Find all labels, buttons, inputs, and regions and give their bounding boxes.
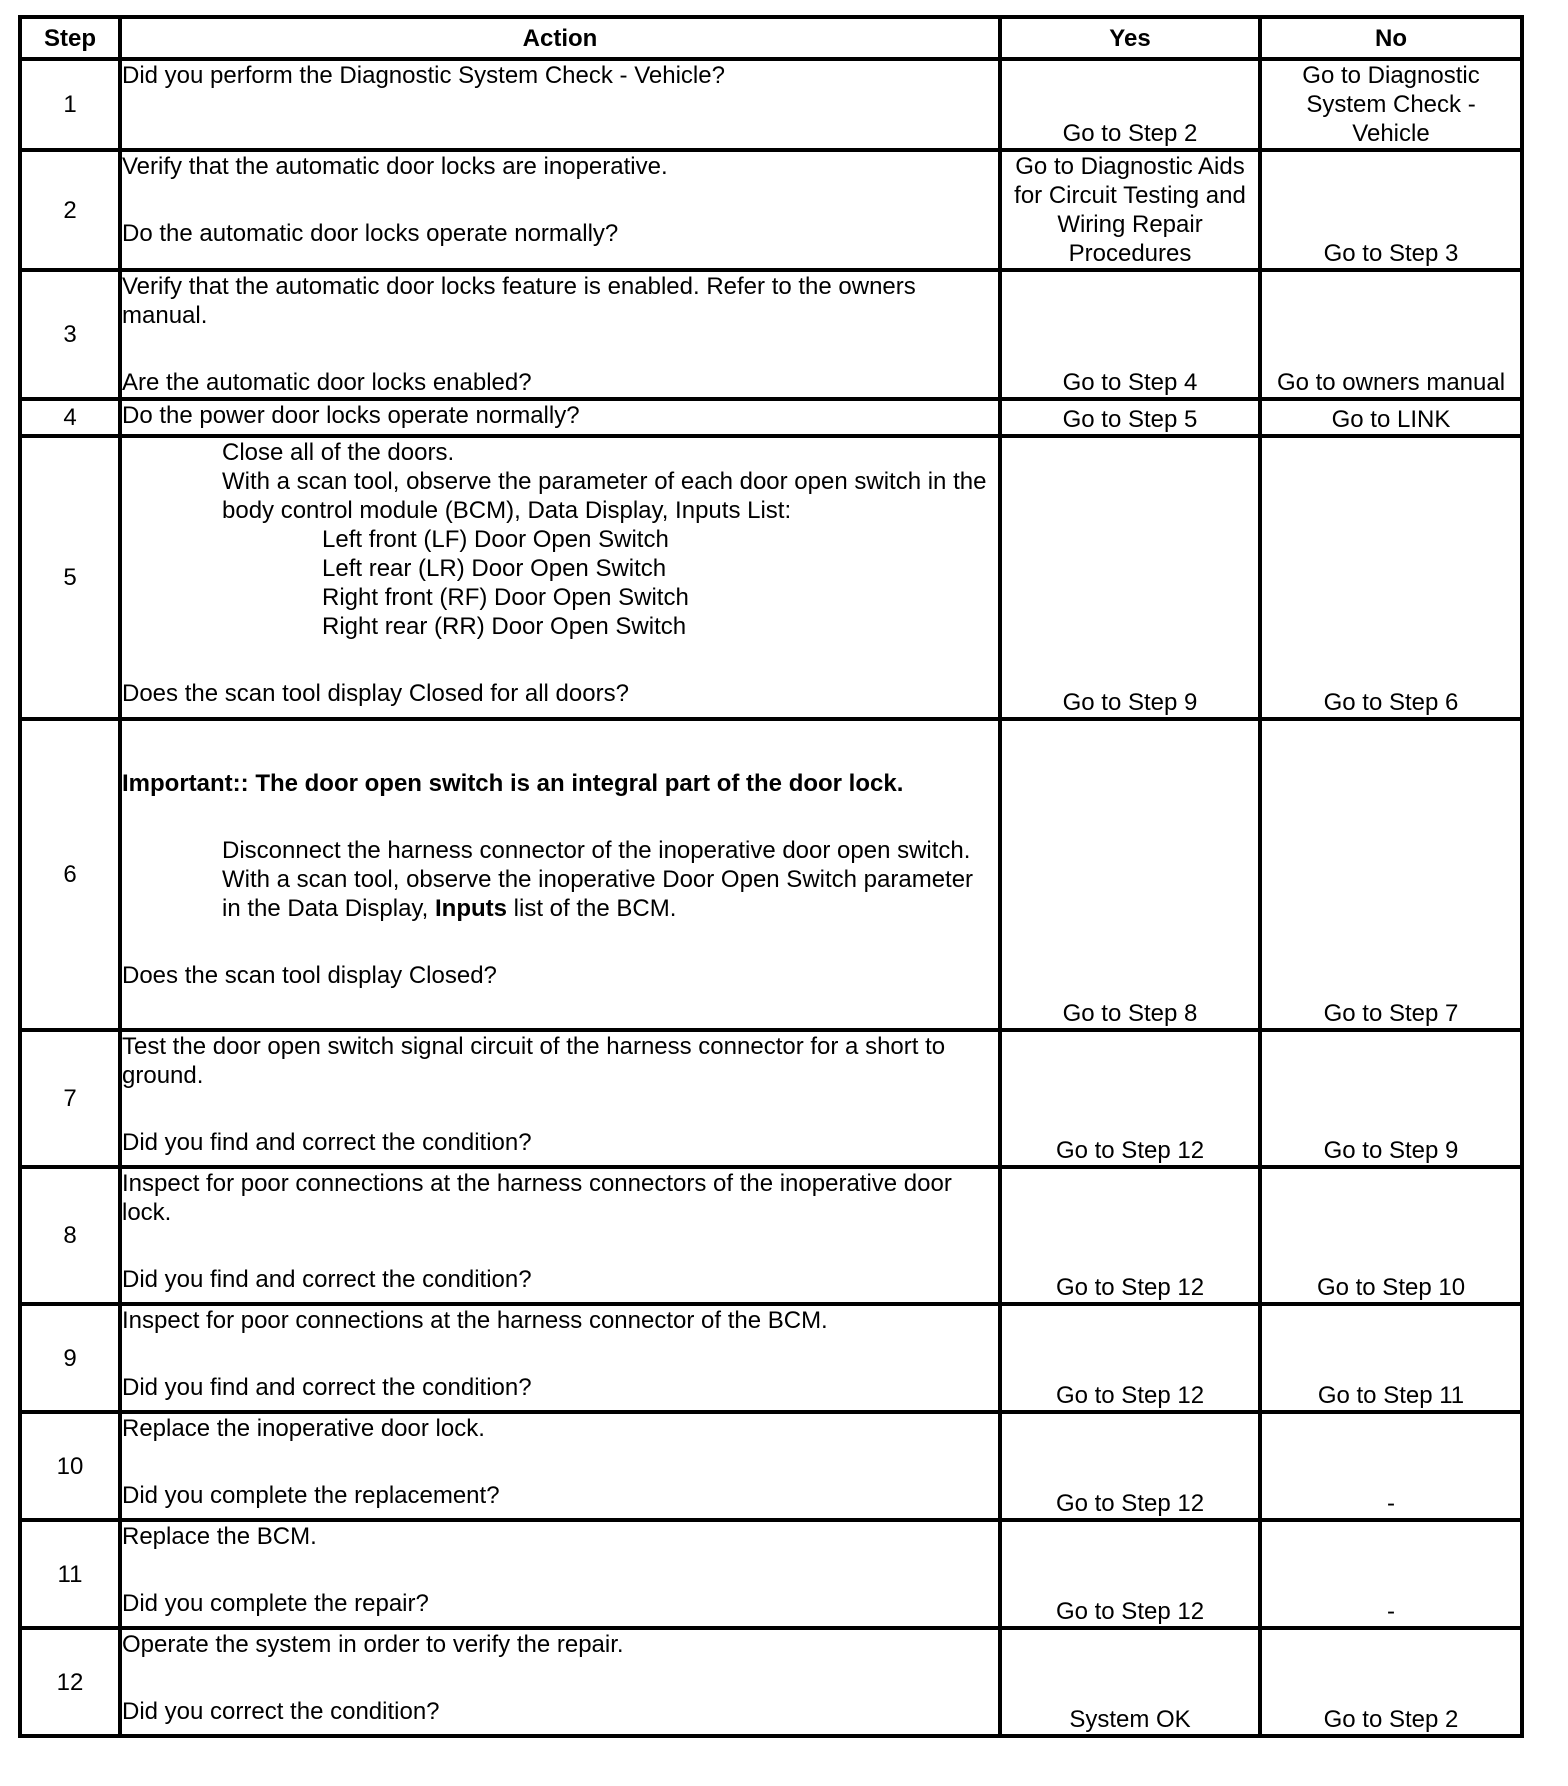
action-cell	[120, 270, 1000, 399]
yes-result: Go to Step 12	[1000, 1167, 1260, 1304]
table-row	[20, 1628, 1522, 1736]
header-yes: Yes	[1000, 17, 1260, 59]
action-cell	[120, 1520, 1000, 1628]
action-cell	[120, 1030, 1000, 1167]
spacer	[122, 923, 998, 961]
no-result: Go to Diagnostic System Check - Vehicle	[1260, 59, 1522, 150]
action-question: Did you complete the replacement?	[122, 1482, 500, 1509]
action-question: Are the automatic door locks enabled?	[122, 369, 532, 396]
spacer	[122, 1659, 998, 1697]
spacer	[122, 641, 998, 679]
action-text	[122, 865, 998, 923]
table-row	[20, 150, 1522, 270]
action-text-part: list of the BCM.	[507, 895, 677, 922]
no-result: Go to Step 3	[1260, 150, 1522, 270]
table-row	[20, 1520, 1522, 1628]
spacer	[122, 1443, 998, 1481]
action-question: Did you find and correct the condition?	[122, 1374, 532, 1401]
action-text: Replace the inoperative door lock.	[122, 1415, 485, 1442]
no-result: Go to LINK	[1260, 399, 1522, 436]
action-text: Did you perform the Diagnostic System Check - Vehicle?	[122, 62, 725, 89]
action-cell	[120, 59, 1000, 150]
action-text: Verify that the automatic door locks feature is enabled. Refer to the owners manual.	[122, 273, 923, 329]
header-row	[20, 17, 1522, 59]
step-number: 4	[20, 399, 120, 436]
spacer	[122, 181, 998, 219]
table-row	[20, 270, 1522, 399]
action-text: Disconnect the harness connector of the inoperative door open switch.	[222, 837, 971, 864]
yes-result: Go to Step 5	[1000, 399, 1260, 436]
action-cell	[120, 1628, 1000, 1736]
step-number: 11	[20, 1520, 120, 1628]
action-text: Operate the system in order to verify the repair.	[122, 1631, 624, 1658]
action-question: Does the scan tool display Closed?	[122, 962, 497, 989]
no-result: Go to Step 6	[1260, 436, 1522, 719]
yes-result: Go to Step 9	[1000, 436, 1260, 719]
spacer	[122, 798, 998, 836]
action-text: Verify that the automatic door locks are inoperative.	[122, 153, 668, 180]
action-question: Do the automatic door locks operate normally?	[122, 220, 619, 247]
header-no: No	[1260, 17, 1522, 59]
no-result: Go to Step 9	[1260, 1030, 1522, 1167]
yes-result: Go to Step 12	[1000, 1030, 1260, 1167]
action-question: Did you complete the repair?	[122, 1590, 429, 1617]
yes-result: Go to Step 2	[1000, 59, 1260, 150]
action-subitem: Left rear (LR) Door Open Switch	[322, 555, 667, 582]
no-result: Go to Step 7	[1260, 719, 1522, 1030]
action-cell	[120, 1304, 1000, 1412]
action-cell	[120, 719, 1000, 1030]
header-step: Step	[20, 17, 120, 59]
yes-result: Go to Step 12	[1000, 1412, 1260, 1520]
action-subitem: Right rear (RR) Door Open Switch	[322, 613, 687, 640]
inputs-emphasis: Inputs	[435, 895, 507, 922]
step-number: 3	[20, 270, 120, 399]
action-text-part: With a scan tool, observe the inoperative Door Open Switch parameter in the Data Display,	[222, 866, 980, 922]
step-number: 10	[20, 1412, 120, 1520]
action-question: Did you find and correct the condition?	[122, 1266, 532, 1293]
important-note: Important:: The door open switch is an integral part of the door lock.	[122, 770, 904, 797]
table-row	[20, 59, 1522, 150]
yes-result: Go to Step 12	[1000, 1304, 1260, 1412]
table-row	[20, 436, 1522, 719]
yes-result: System OK	[1000, 1628, 1260, 1736]
spacer	[122, 1551, 998, 1589]
step-number: 7	[20, 1030, 120, 1167]
action-cell	[120, 1167, 1000, 1304]
no-result: Go to Step 10	[1260, 1167, 1522, 1304]
spacer	[122, 721, 998, 769]
action-question: Did you correct the condition?	[122, 1698, 440, 1725]
action-subitem: Left front (LF) Door Open Switch	[322, 526, 669, 553]
step-number: 2	[20, 150, 120, 270]
step-number: 5	[20, 436, 120, 719]
no-result: -	[1260, 1412, 1522, 1520]
no-result: Go to Step 2	[1260, 1628, 1522, 1736]
no-result: Go to Step 11	[1260, 1304, 1522, 1412]
spacer	[122, 330, 998, 368]
table-row	[20, 1412, 1522, 1520]
yes-result: Go to Diagnostic Aids for Circuit Testing and Wiring Repair Procedures	[1000, 150, 1260, 270]
action-text: With a scan tool, observe the parameter of each door open switch in the body control module (BCM), Data Display, Inputs List:	[222, 468, 994, 524]
header-action: Action	[120, 17, 1000, 59]
action-text: Inspect for poor connections at the harness connector of the BCM.	[122, 1307, 828, 1334]
spacer	[122, 1335, 998, 1373]
table-row	[20, 399, 1522, 436]
action-text: Replace the BCM.	[122, 1523, 317, 1550]
no-result: -	[1260, 1520, 1522, 1628]
table-row	[20, 1030, 1522, 1167]
yes-result: Go to Step 12	[1000, 1520, 1260, 1628]
table-row	[20, 719, 1522, 1030]
yes-result: Go to Step 4	[1000, 270, 1260, 399]
action-cell	[120, 436, 1000, 719]
action-cell	[120, 399, 1000, 436]
step-number: 8	[20, 1167, 120, 1304]
step-number: 1	[20, 59, 120, 150]
yes-result: Go to Step 8	[1000, 719, 1260, 1030]
action-text: Close all of the doors.	[222, 439, 455, 466]
table-row	[20, 1167, 1522, 1304]
step-number: 6	[20, 719, 120, 1030]
spacer	[122, 1227, 998, 1265]
action-question: Did you find and correct the condition?	[122, 1129, 532, 1156]
no-result: Go to owners manual	[1260, 270, 1522, 399]
action-text: Test the door open switch signal circuit of the harness connector for a short to ground.	[122, 1033, 952, 1089]
action-question: Do the power door locks operate normally?	[122, 402, 580, 429]
table-row	[20, 1304, 1522, 1412]
step-number: 12	[20, 1628, 120, 1736]
action-cell	[120, 150, 1000, 270]
action-text: Inspect for poor connections at the harness connectors of the inoperative door lock.	[122, 1170, 959, 1226]
action-subitem: Right front (RF) Door Open Switch	[322, 584, 689, 611]
action-cell	[120, 1412, 1000, 1520]
spacer	[122, 1090, 998, 1128]
action-question: Does the scan tool display Closed for all doors?	[122, 680, 629, 707]
step-number: 9	[20, 1304, 120, 1412]
diagnostic-table	[18, 15, 1524, 1738]
